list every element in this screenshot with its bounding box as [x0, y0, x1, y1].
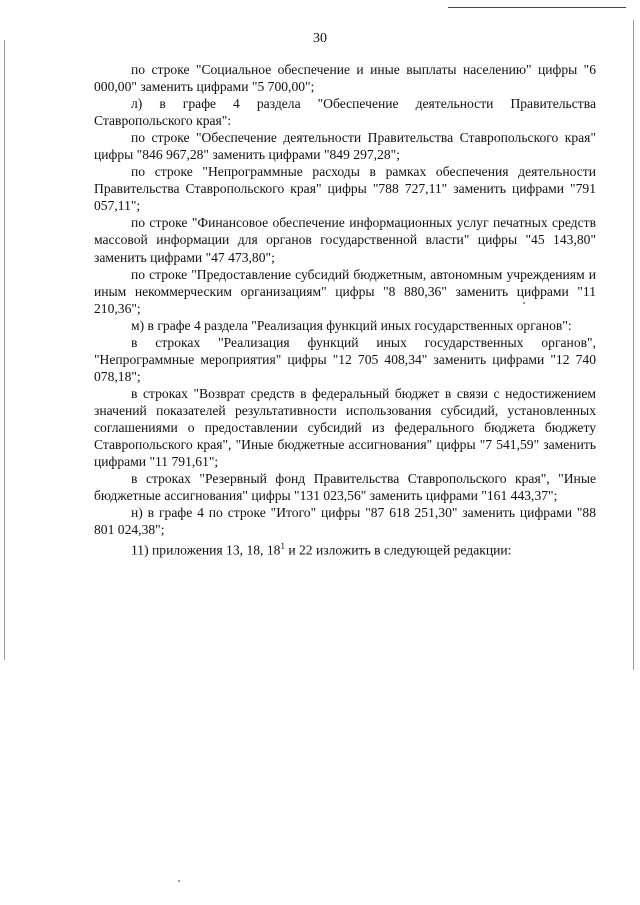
superscript-1: 1 [280, 541, 285, 552]
paragraph: по строке "Предоставление субсидий бюджетным, автономным учреждениям и иным некоммерческим организациям" цифры "8 880,36" заменить цифрами "11 210,36"; [94, 266, 596, 316]
paragraph: в строках "Реализация функций иных государственных органов", "Непрограммные мероприятия" цифры "12 705 408,34" заменить цифрами "12 740 078,18"; [94, 334, 596, 384]
paragraph: по строке "Финансовое обеспечение информационных услуг печатных средств массовой информации для органов государственной власти" цифры "45 143,80" заменить цифрами "47 473,80"; [94, 215, 596, 265]
page-number: 30 [313, 31, 327, 46]
top-border-line [448, 7, 626, 8]
paragraph-appendices [94, 538, 596, 559]
paragraph: по строке "Обеспечение деятельности Правительства Ставропольского края" цифры "846 967,28" заменить цифрами "849 297,28"; [94, 130, 596, 163]
scan-edge-left [4, 40, 5, 660]
paragraph: в строках "Возврат средств в федеральный бюджет в связи с недостижением значений показателей результативности использования субсидий, установленных соглашениями о предоставлении субсидий из федерального бюджета бюджету Ставропольского края", "Иные бюджетные ассигнования" цифры "7 541,59" заменить цифрами "11 791,61"; [94, 385, 596, 470]
paragraph: л) в графе 4 раздела "Обеспечение деятельности Правительства Ставропольского края": [94, 96, 596, 129]
scan-edge-right [633, 20, 634, 670]
paragraph: н) в графе 4 по строке "Итого" цифры "87 618 251,30" заменить цифрами "88 801 024,38"; [94, 505, 596, 538]
scan-speck [178, 880, 180, 882]
appendices-text-end: и 22 изложить в следующей редакции: [284, 542, 512, 558]
appendices-text-start: 11) приложения 13, 18, 18 [131, 542, 281, 558]
paragraph: в строках "Резервный фонд Правительства Ставропольского края", "Иные бюджетные ассигнования" цифры "131 023,56" заменить цифрами "161 443,37"; [94, 471, 596, 504]
document-body [94, 61, 596, 559]
paragraph: по строке "Непрограммные расходы в рамках обеспечения деятельности Правительства Ставропольского края" цифры "788 727,11" заменить цифрами "791 057,11"; [94, 164, 596, 214]
paragraph: м) в графе 4 раздела "Реализация функций иных государственных органов": [131, 317, 572, 333]
paragraph: по строке "Социальное обеспечение и иные выплаты населению" цифры "6 000,00" заменить цифрами "5 700,00"; [94, 62, 596, 95]
